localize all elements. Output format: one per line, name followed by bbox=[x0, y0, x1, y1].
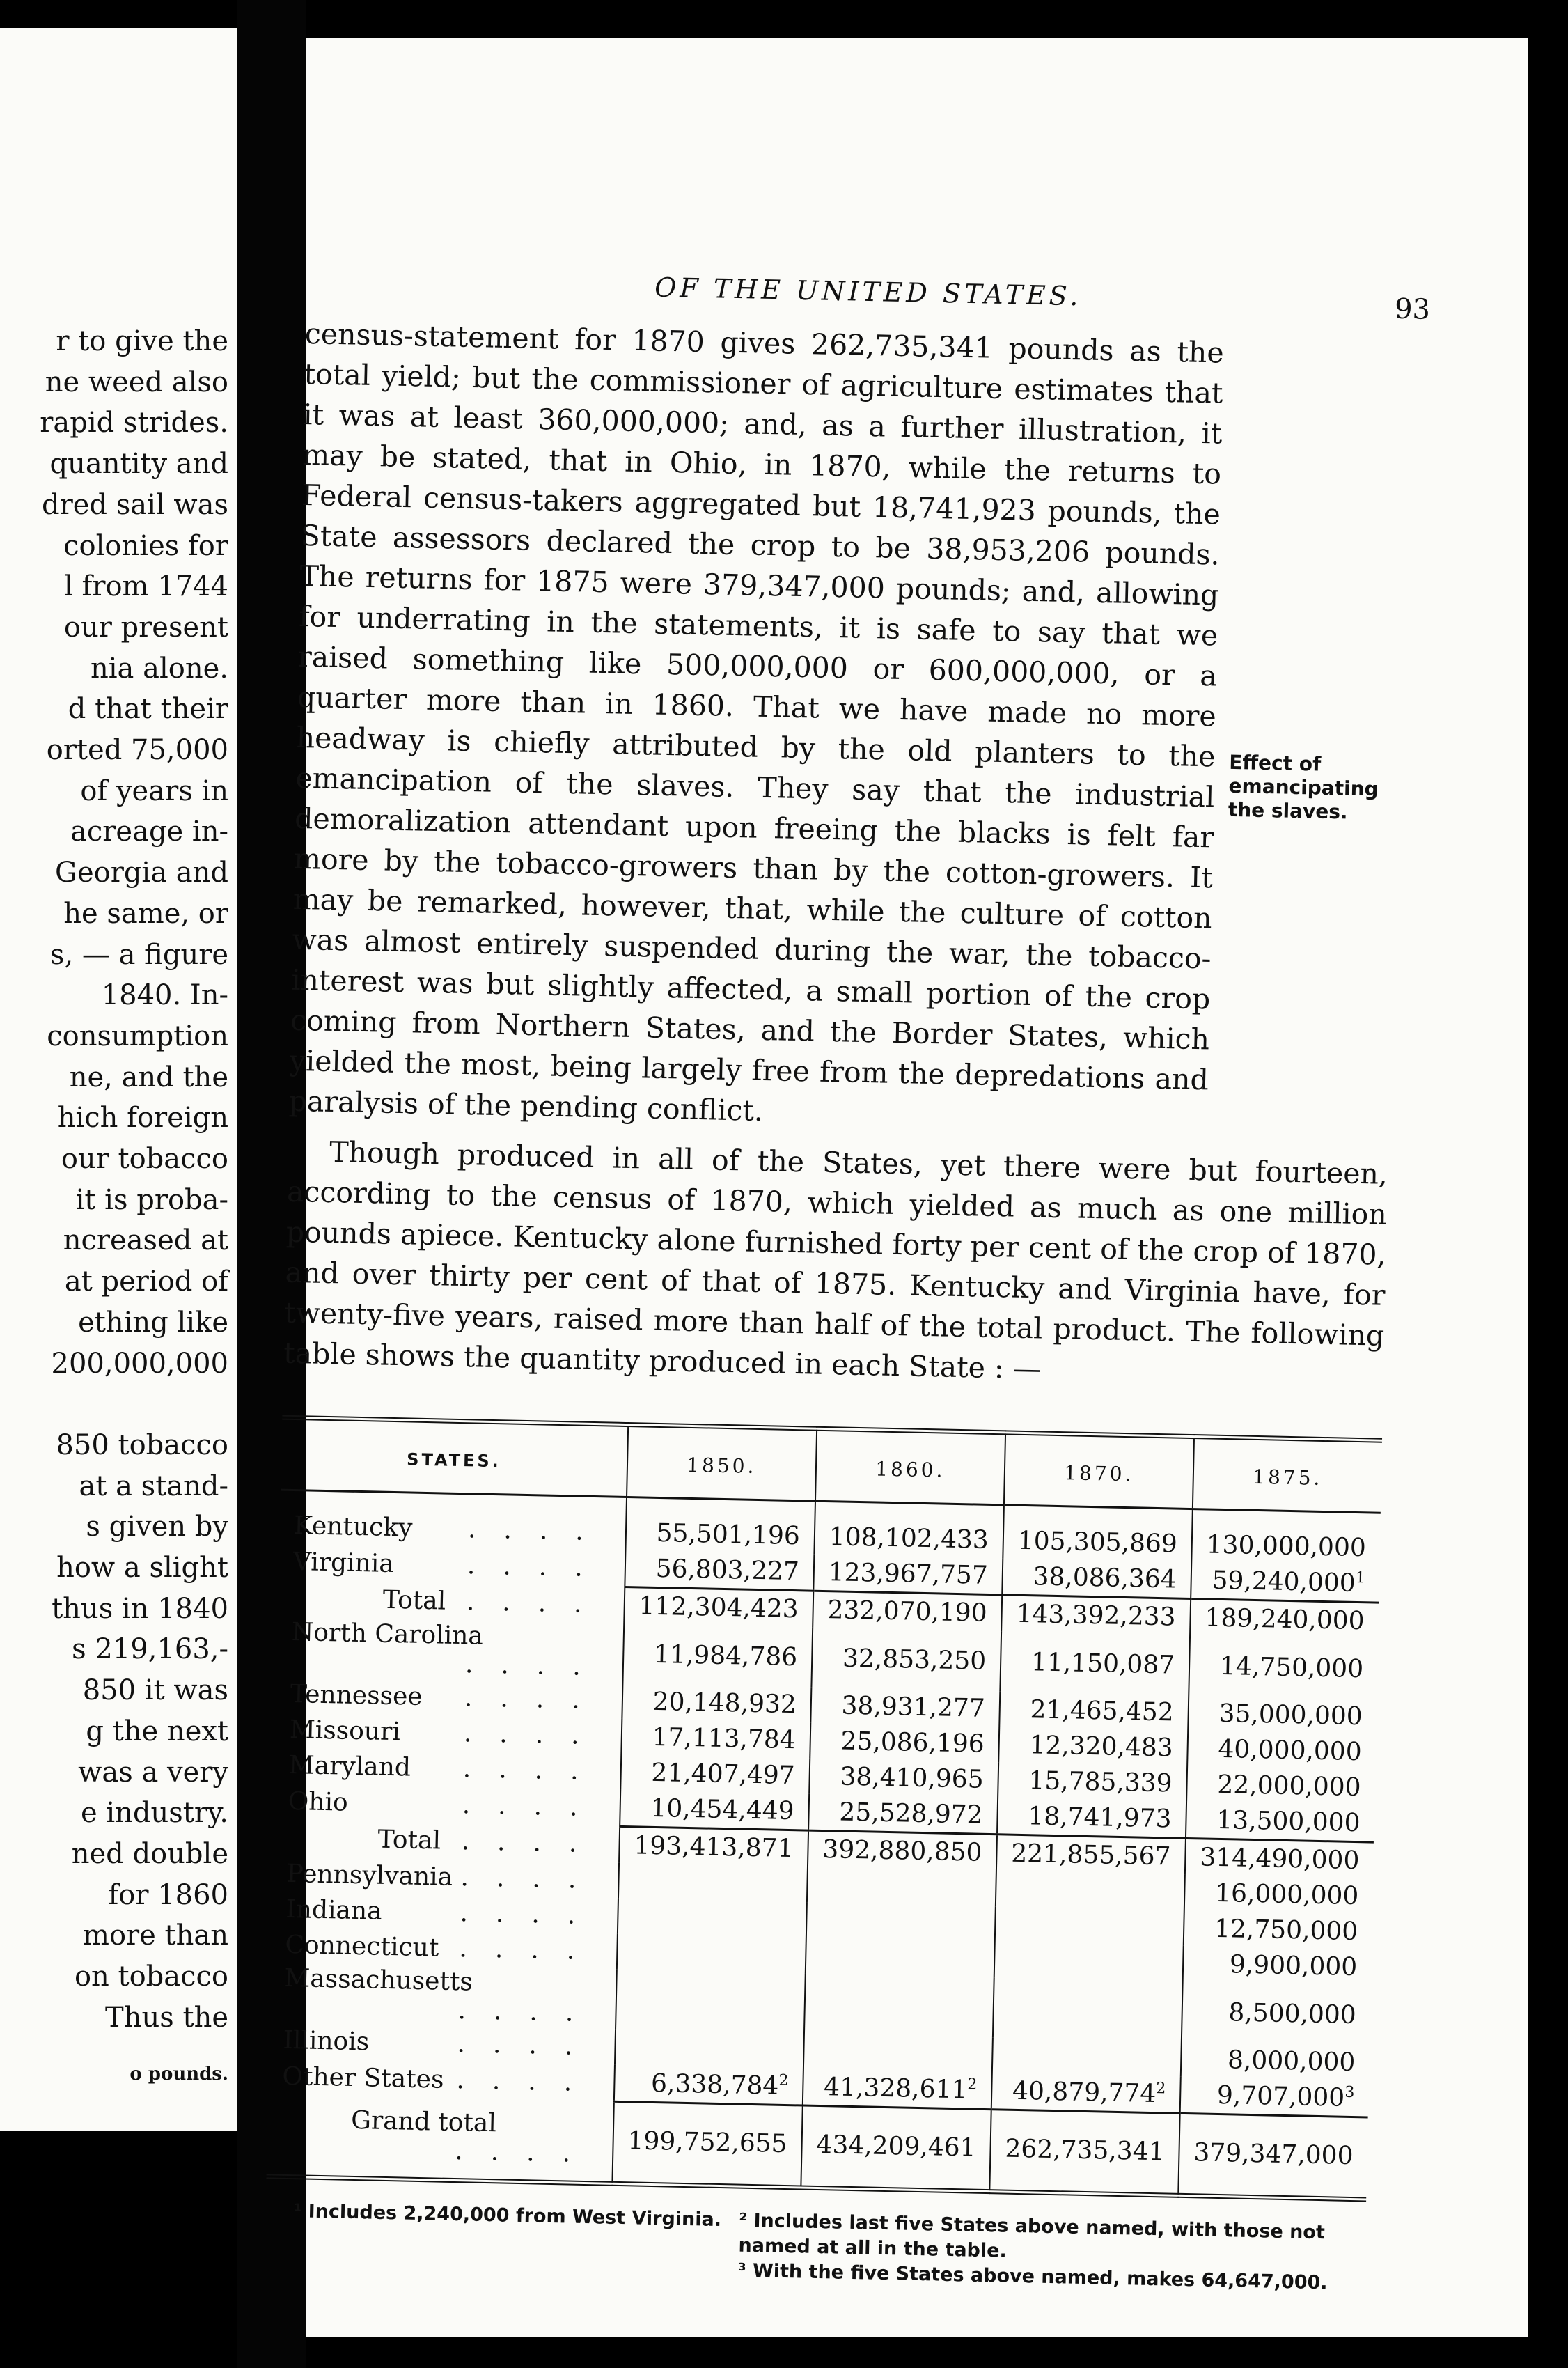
value-1875: 22,000,000 bbox=[1186, 1766, 1375, 1806]
footnote-marker: 1 bbox=[1355, 1568, 1366, 1587]
facing-page-line: thus in 1840 bbox=[52, 1592, 228, 1625]
facing-page-line: how a slight bbox=[56, 1552, 228, 1584]
value-1860: 25,086,196 bbox=[810, 1723, 999, 1763]
value-1875: 314,490,000 bbox=[1185, 1838, 1374, 1878]
state-label: Indiana bbox=[285, 1894, 383, 1926]
facing-page-line: orted 75,000 bbox=[46, 734, 228, 766]
facing-page-line: 200,000,000 bbox=[51, 1347, 228, 1380]
value-1860 bbox=[806, 1903, 996, 1942]
footnote-marker: 2 bbox=[967, 2075, 978, 2094]
facing-page-line: he same, or bbox=[63, 897, 228, 930]
value-1850: 55,501,196 bbox=[625, 1497, 815, 1555]
footnote-1: ¹ Includes 2,240,000 from West Virginia. bbox=[293, 2199, 722, 2231]
value-1850: 112,304,423 bbox=[624, 1587, 813, 1627]
state-label: Tennessee bbox=[290, 1679, 423, 1711]
value-1870: 11,150,087 bbox=[1000, 1631, 1190, 1695]
page-number: 93 bbox=[1394, 293, 1431, 326]
state-label: Illinois bbox=[283, 2025, 370, 2057]
value-1875: 9,900,000 bbox=[1183, 1946, 1372, 1986]
state-name bbox=[269, 1962, 617, 2029]
value-1870: 105,305,869 bbox=[1003, 1505, 1193, 1562]
facing-page-footnote: o pounds. bbox=[130, 2064, 228, 2085]
facing-page-line: e industry. bbox=[80, 1797, 228, 1830]
value-1875: 8,000,000 bbox=[1181, 2041, 1370, 2081]
state-label: Connecticut bbox=[285, 1930, 439, 1963]
table-body bbox=[267, 1490, 1381, 2199]
facing-page bbox=[0, 28, 237, 2131]
facing-page-line: acreage in- bbox=[70, 816, 228, 848]
value-1860: 25,528,972 bbox=[808, 1794, 998, 1835]
header-1870: 1870. bbox=[1004, 1433, 1194, 1509]
value-1860: 108,102,433 bbox=[814, 1501, 1004, 1558]
leader-dots: .... bbox=[462, 1754, 607, 1786]
state-label: Missouri bbox=[289, 1715, 401, 1747]
value-1860 bbox=[803, 2034, 993, 2073]
footnote-2: ² Includes last five States above named, with those not named at all in the table. bbox=[738, 2209, 1326, 2262]
state-label: North Carolina bbox=[291, 1617, 484, 1651]
state-label: Maryland bbox=[288, 1750, 411, 1782]
facing-page-line: s 219,163,- bbox=[72, 1633, 228, 1666]
value-1875: 59,240,000$^1$ bbox=[1191, 1562, 1379, 1603]
header-1860: 1860. bbox=[815, 1428, 1005, 1505]
leader-dots: .... bbox=[459, 1934, 603, 1966]
facing-page-line: of years in bbox=[80, 774, 228, 807]
facing-page-line: d that their bbox=[68, 693, 228, 726]
state-label: Other States bbox=[282, 2062, 444, 2094]
value-1875: 9,707,000$^3$ bbox=[1180, 2077, 1369, 2117]
state-label: Total bbox=[377, 1825, 441, 1855]
header-1850: 1850. bbox=[627, 1425, 817, 1502]
facing-page-line: quantity and bbox=[49, 448, 228, 481]
value-1870 bbox=[994, 1942, 1184, 1981]
facing-page-line: ething like bbox=[78, 1306, 228, 1339]
value-1860: 392,880,850 bbox=[808, 1830, 997, 1871]
leader-dots: .... bbox=[460, 1899, 604, 1931]
value-1875: 13,500,000 bbox=[1186, 1802, 1374, 1842]
state-label: Massachusetts bbox=[284, 1963, 473, 1997]
header-1875: 1875. bbox=[1193, 1437, 1382, 1513]
facing-page-line: ned double bbox=[71, 1837, 228, 1870]
value-1870 bbox=[996, 1871, 1185, 1910]
paragraph-2: Though produced in all of the States, yet there were but fourteen, according to the census of 1870, which yielded as much as one million pounds apiece. Kentucky alone furnished forty per cent of the crop of 1870, and over thirty per cent of that of 1875. Kentucky and Virginia have, for twenty-five years, raised more than half of the total product. The following table shows the quantity produced in each State : — bbox=[283, 1135, 1388, 1386]
facing-page-line: nia alone. bbox=[91, 652, 228, 685]
facing-page-line: at a stand- bbox=[79, 1470, 228, 1502]
value-1850 bbox=[618, 1899, 807, 1938]
value-1875: 35,000,000 bbox=[1188, 1695, 1377, 1735]
value-1860: 232,070,190 bbox=[813, 1591, 1002, 1631]
facing-page-line: r to give the bbox=[56, 325, 228, 357]
value-1875: 130,000,000 bbox=[1191, 1509, 1381, 1566]
value-1850 bbox=[616, 1970, 806, 2034]
value-1850 bbox=[617, 1934, 806, 1974]
state-name bbox=[280, 1490, 627, 1550]
value-1870: 221,855,567 bbox=[996, 1835, 1186, 1875]
footnote-marker: 2 bbox=[778, 2071, 789, 2090]
leader-dots: .... bbox=[461, 1827, 605, 1859]
leader-dots: .... bbox=[454, 2136, 599, 2168]
value-1860: 434,209,461 bbox=[801, 2105, 991, 2191]
facing-page-line: 850 it was bbox=[82, 1674, 228, 1707]
facing-page-line: s given by bbox=[86, 1511, 228, 1543]
leader-dots: .... bbox=[462, 1790, 606, 1823]
facing-page-line: Thus the bbox=[105, 2001, 228, 2034]
facing-page-line: s, — a figure bbox=[49, 938, 228, 971]
value-1850: 199,752,655 bbox=[612, 2101, 802, 2187]
value-1850 bbox=[618, 1863, 808, 1903]
facing-page-line: 1840. In- bbox=[101, 979, 228, 1012]
value-1850: 11,984,786 bbox=[622, 1623, 813, 1688]
value-1860: 41,328,611$^2$ bbox=[803, 2069, 992, 2110]
leader-dots: .... bbox=[463, 1719, 608, 1751]
footnote-marker: 2 bbox=[1156, 2080, 1166, 2098]
facing-page-line: colonies for bbox=[63, 529, 228, 562]
margin-note: Effect of emancipating the slaves. bbox=[1228, 750, 1379, 824]
leader-dots: .... bbox=[457, 2030, 601, 2062]
leader-dots: .... bbox=[457, 1996, 602, 2028]
value-1850: 20,148,932 bbox=[622, 1683, 811, 1723]
facing-page-line: for 1860 bbox=[108, 1878, 228, 1911]
value-1850 bbox=[615, 2030, 804, 2069]
value-1875: 189,240,000 bbox=[1190, 1599, 1379, 1639]
value-1860: 38,410,965 bbox=[809, 1759, 998, 1798]
state-label: Ohio bbox=[288, 1786, 349, 1817]
value-1875: 8,500,000 bbox=[1182, 1981, 1371, 2046]
page-content bbox=[265, 265, 1431, 2297]
facing-page-line: at period of bbox=[64, 1265, 228, 1298]
value-1870: 18,741,973 bbox=[997, 1798, 1186, 1838]
value-1870: 143,392,233 bbox=[1001, 1595, 1191, 1635]
value-1850: 10,454,449 bbox=[620, 1790, 809, 1830]
facing-page-line: on tobacco bbox=[74, 1961, 228, 1993]
value-1860 bbox=[806, 1938, 995, 1978]
facing-page-line: our present bbox=[63, 611, 228, 644]
value-1870 bbox=[992, 2037, 1182, 2077]
state-name bbox=[277, 1617, 625, 1683]
facing-page-line: it is proba- bbox=[75, 1183, 228, 1216]
value-1860 bbox=[804, 1974, 994, 2038]
facing-page-line: consumption bbox=[47, 1020, 228, 1052]
leader-dots: .... bbox=[467, 1515, 612, 1547]
state-label: Total bbox=[382, 1585, 446, 1616]
value-1870: 38,086,364 bbox=[1002, 1558, 1191, 1598]
header-states: STATES. bbox=[281, 1417, 628, 1497]
facing-page-line: 850 tobacco bbox=[56, 1428, 228, 1461]
paragraph-1: census-statement for 1870 gives 262,735,341 pounds as the total yield; but the commissioner of agriculture estimates that it was at least 360,000,000; and, as a further illustration, it may be stated, that in Ohio, in 1870, while the returns to Federal census-takers aggregated but 18,741,923 pounds, the State assessors declared the crop to be 38,953,206 pounds. The returns for 1875 were 379,347,000 pounds; and, allowing for underrating in the statements, it is safe to say that we raised something like 500,000,000 or 600,000,000, or a quarter more than in 1860. That we have made no more headway is chiefly attributed by the old planters to the emancipation of the slaves. They say that the industrial demoralization attendant upon freeing the blacks is felt far more by the tobacco-growers than by the cotton-growers. It may be remarked, however, that, while the culture of cotton was almost entirely suspended during the war, the tobacco-interest was but slightly affected, a small portion of the crop coming from Northern States, and the Border States, which yielded the most, being largely free from the depredations and paralysis of the pending conflict. bbox=[288, 316, 1225, 1128]
value-1860: 123,967,757 bbox=[813, 1555, 1003, 1595]
running-title: OF THE UNITED STATES. bbox=[654, 272, 1082, 312]
value-1850: 6,338,784$^2$ bbox=[614, 2065, 803, 2105]
facing-page-line: rapid strides. bbox=[40, 407, 228, 439]
value-1850: 193,413,871 bbox=[619, 1826, 808, 1867]
facing-page-line: g the next bbox=[86, 1715, 228, 1747]
value-1850: 21,407,497 bbox=[620, 1754, 810, 1794]
state-label: Kentucky bbox=[293, 1511, 413, 1543]
body-text bbox=[283, 313, 1430, 1396]
value-1875: 12,750,000 bbox=[1184, 1910, 1372, 1950]
facing-page-line: was a very bbox=[78, 1756, 228, 1789]
value-1870: 21,465,452 bbox=[999, 1691, 1189, 1731]
facing-page-line: ne, and the bbox=[69, 1061, 228, 1093]
value-1870: 15,785,339 bbox=[998, 1762, 1187, 1802]
value-1875: 14,750,000 bbox=[1189, 1635, 1378, 1699]
facing-page-line: our tobacco bbox=[61, 1143, 228, 1175]
value-1875: 16,000,000 bbox=[1184, 1875, 1373, 1915]
tobacco-production-table bbox=[266, 1415, 1382, 2202]
state-label: Pennsylvania bbox=[286, 1859, 453, 1892]
value-1875: 40,000,000 bbox=[1187, 1731, 1376, 1770]
facing-page-line: ne weed also bbox=[45, 366, 228, 398]
leader-dots: .... bbox=[460, 1863, 604, 1895]
facing-page-line: dred sail was bbox=[41, 488, 228, 521]
state-label: Virginia bbox=[292, 1547, 395, 1578]
leader-dots: .... bbox=[466, 1587, 611, 1619]
facing-page-line: Georgia and bbox=[54, 857, 228, 889]
value-1850: 17,113,784 bbox=[621, 1719, 810, 1759]
value-1870: 262,735,341 bbox=[989, 2110, 1179, 2195]
value-1850: 56,803,227 bbox=[625, 1550, 814, 1591]
value-1870: 12,320,483 bbox=[998, 1727, 1188, 1766]
state-label: Grand total bbox=[350, 2105, 497, 2137]
facing-page-line: more than bbox=[83, 1919, 228, 1952]
leader-dots: .... bbox=[464, 1683, 609, 1715]
value-1870 bbox=[993, 1977, 1183, 2041]
value-1870: 40,879,774$^2$ bbox=[991, 2073, 1181, 2113]
value-1860: 32,853,250 bbox=[811, 1628, 1001, 1692]
facing-page-line: hich foreign bbox=[57, 1102, 228, 1135]
footnote-3: ³ With the five States above named, makes 64,647,000. bbox=[737, 2259, 1328, 2293]
leader-dots: .... bbox=[467, 1551, 611, 1583]
value-1860: 38,931,277 bbox=[810, 1688, 1000, 1727]
facing-page-line: l from 1744 bbox=[64, 570, 228, 603]
value-1870 bbox=[995, 1906, 1184, 1946]
leader-dots: .... bbox=[456, 2065, 600, 2098]
value-1860 bbox=[807, 1867, 996, 1907]
state-name bbox=[267, 2094, 614, 2183]
value-1875: 379,347,000 bbox=[1178, 2113, 1367, 2199]
footnote-marker: 3 bbox=[1344, 2083, 1355, 2102]
leader-dots: .... bbox=[464, 1650, 609, 1682]
facing-page-line: ncreased at bbox=[63, 1224, 228, 1257]
